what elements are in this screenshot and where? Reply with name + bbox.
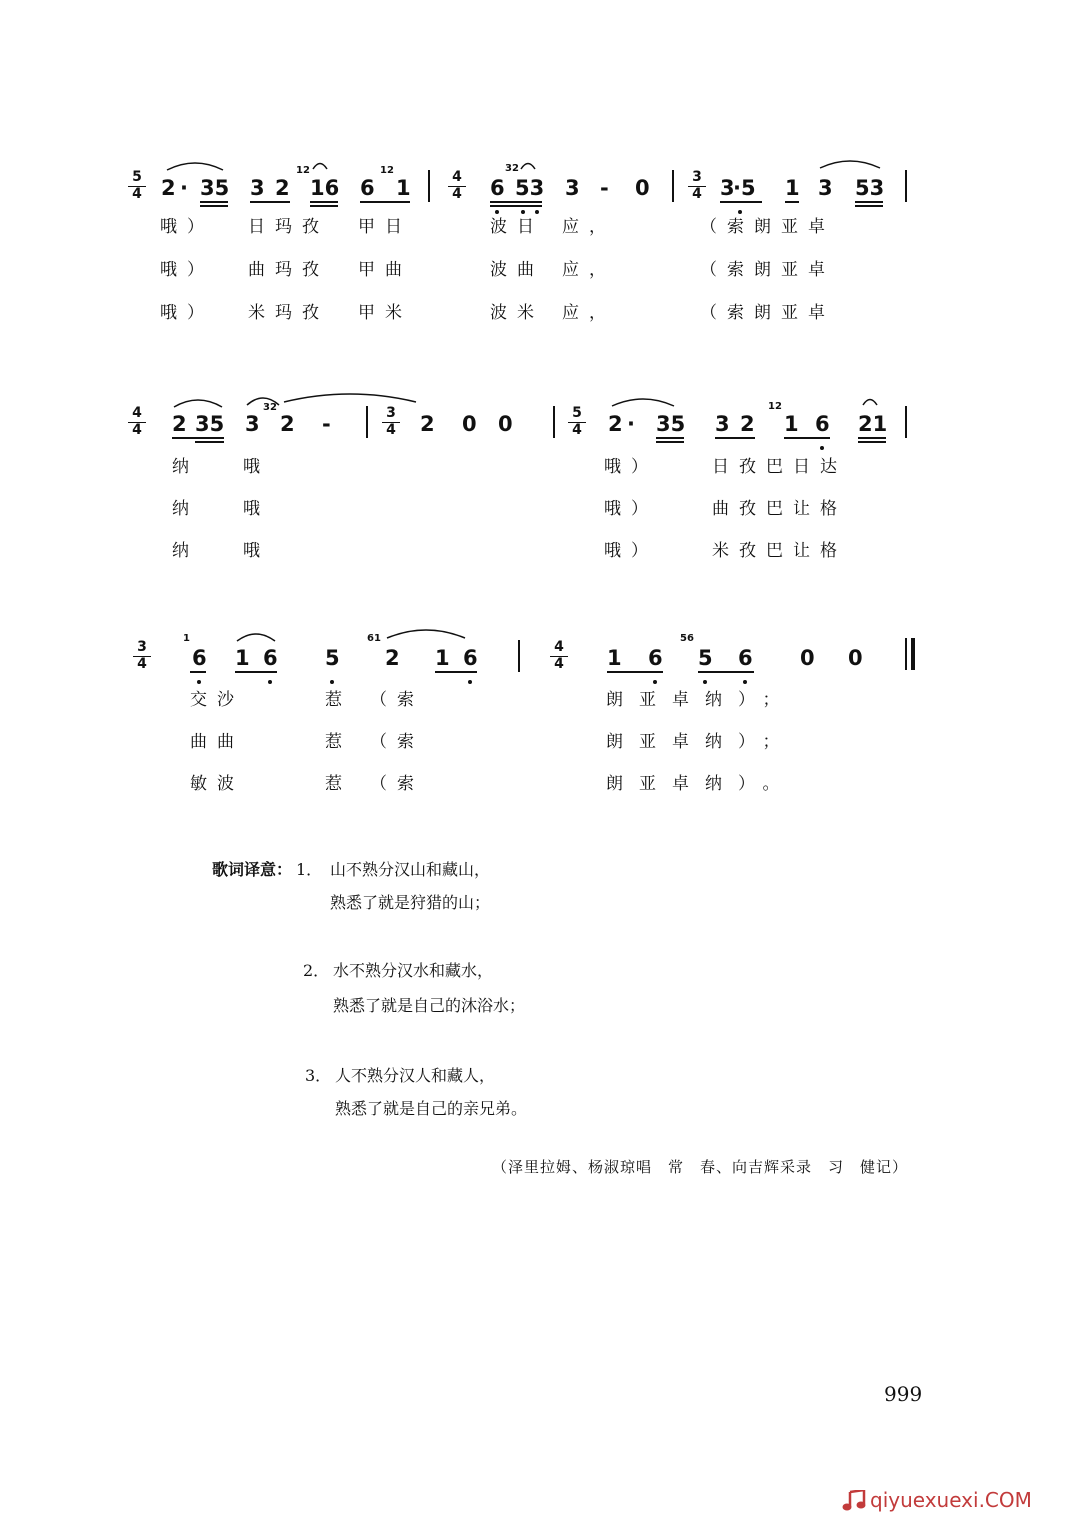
lyric: 哦） <box>604 541 658 561</box>
underline <box>785 201 799 203</box>
lyric: （索 <box>370 774 424 794</box>
translation-number: 2． <box>303 961 330 980</box>
lyric: 应， <box>562 260 616 280</box>
lyric: 哦） <box>604 499 658 519</box>
lyric: 敏波 <box>190 774 244 794</box>
note: 1 <box>607 646 622 670</box>
slur <box>172 393 224 409</box>
underline <box>698 671 754 673</box>
slur <box>282 386 418 404</box>
lyric: （索朗亚卓 <box>700 260 835 280</box>
rest: 0 <box>848 646 863 670</box>
translation-line: 熟悉了就是狩猎的山； <box>330 893 491 912</box>
slur <box>245 391 281 407</box>
rest: 0 <box>635 176 650 200</box>
translation-line: 熟悉了就是自己的沐浴水； <box>333 996 526 1015</box>
note: 53 <box>855 176 885 200</box>
note: 5 <box>698 646 713 670</box>
underline <box>607 671 663 673</box>
dash: - <box>322 412 331 436</box>
note: 6 <box>490 176 505 200</box>
low-octave-dot <box>653 680 657 684</box>
underline <box>200 201 228 203</box>
barline <box>428 170 430 202</box>
time-signature: 4 4 <box>550 640 568 672</box>
note: 1 <box>396 176 411 200</box>
note: 2 <box>385 646 400 670</box>
lyric: 惹 <box>325 732 352 752</box>
low-octave-dot <box>743 680 747 684</box>
lyric: 哦） <box>160 260 214 280</box>
rest: 0 <box>462 412 477 436</box>
barline <box>366 406 368 438</box>
note: 5 <box>325 646 340 670</box>
low-octave-dot <box>495 210 499 214</box>
note: 2 <box>420 412 435 436</box>
underline <box>435 671 477 673</box>
underline <box>490 201 542 203</box>
slur <box>165 156 225 172</box>
low-octave-dot <box>703 680 707 684</box>
lyric: 曲玛孜 <box>248 260 329 280</box>
lyric: 甲曲 <box>358 260 412 280</box>
lyric: 哦 <box>243 499 270 519</box>
grace-note: 32 <box>263 402 277 413</box>
lyric: 纳 <box>172 499 199 519</box>
underline <box>195 441 224 443</box>
underline <box>235 671 277 673</box>
lyric: 甲米 <box>358 303 412 323</box>
translation-label: 歌词译意： <box>212 860 293 879</box>
slur <box>385 622 467 640</box>
lyric: 惹 <box>325 690 352 710</box>
final-barline-thick <box>911 638 915 670</box>
note: 6 <box>360 176 375 200</box>
note: 6 <box>192 646 207 670</box>
underline <box>656 441 684 443</box>
underline <box>855 201 883 203</box>
watermark-text: qiyuexuexi.COM <box>870 1488 1032 1512</box>
lyric: 哦） <box>604 457 658 477</box>
underline <box>172 437 224 439</box>
low-octave-dot <box>468 680 472 684</box>
music-note-icon <box>842 1490 868 1512</box>
slur <box>312 160 328 170</box>
lyric: （索朗亚卓 <box>700 303 835 323</box>
low-octave-dot <box>535 210 539 214</box>
lyric: 哦） <box>160 217 214 237</box>
barline <box>518 640 520 672</box>
note: 1 <box>785 176 800 200</box>
note: 35 <box>656 412 686 436</box>
lyric: （索 <box>370 732 424 752</box>
dot-duration: · <box>627 412 635 436</box>
note: 6 <box>738 646 753 670</box>
lyric: 朗亚卓纳）。 <box>606 774 796 794</box>
grace-note: 56 <box>680 633 694 644</box>
note: 1 <box>435 646 450 670</box>
note: 35 <box>195 412 225 436</box>
slur <box>520 160 536 170</box>
grace-note: 61 <box>367 633 381 644</box>
translation-number: 3． <box>305 1066 332 1085</box>
note: 6 <box>463 646 478 670</box>
note: ·5 <box>733 176 756 200</box>
note: 3 <box>818 176 833 200</box>
lyric: 波日 <box>490 217 544 237</box>
performer-credit: （泽里拉姆、杨淑琼唱 常 春、向吉辉采录 习 健记） <box>492 1158 909 1176</box>
underline <box>656 437 684 439</box>
lyric: 惹 <box>325 774 352 794</box>
barline <box>905 170 907 202</box>
lyric: 米孜巴让格 <box>712 541 847 561</box>
lyric: 纳 <box>172 541 199 561</box>
slur <box>235 627 277 643</box>
low-octave-dot <box>738 210 742 214</box>
time-signature: 4 4 <box>448 170 466 202</box>
time-signature: 3 4 <box>133 640 151 672</box>
underline <box>858 441 886 443</box>
lyric: 应， <box>562 217 616 237</box>
lyric: 日玛孜 <box>248 217 329 237</box>
lyric: 曲孜巴让格 <box>712 499 847 519</box>
lyric: 哦） <box>160 303 214 323</box>
underline <box>200 205 228 207</box>
lyric: 应， <box>562 303 616 323</box>
lyric: 哦 <box>243 541 270 561</box>
underline <box>858 437 886 439</box>
low-octave-dot <box>820 446 824 450</box>
note: 2 <box>172 412 187 436</box>
underline <box>190 671 206 673</box>
note: 3 <box>250 176 265 200</box>
lyric: 朗亚卓纳）； <box>606 732 796 752</box>
time-signature: 3 4 <box>382 406 400 438</box>
note: 3 <box>565 176 580 200</box>
grace-note: 32 <box>505 163 519 174</box>
slur <box>862 396 878 406</box>
underline <box>360 201 410 203</box>
time-signature: 4 4 <box>128 406 146 438</box>
barline <box>905 406 907 438</box>
grace-note: 12 <box>768 401 782 412</box>
note: 21 <box>858 412 888 436</box>
translation-line: 山不熟分汉山和藏山， <box>330 860 491 879</box>
note: 3 <box>715 412 730 436</box>
lyric: 波曲 <box>490 260 544 280</box>
note: 6 <box>815 412 830 436</box>
lyric: 交沙 <box>190 690 244 710</box>
time-signature: 5 4 <box>128 170 146 202</box>
translation-number: 1． <box>296 860 323 879</box>
underline <box>490 205 542 207</box>
lyric: 曲曲 <box>190 732 244 752</box>
note: 6 <box>263 646 278 670</box>
grace-note: 12 <box>380 165 394 176</box>
lyric: （索 <box>370 690 424 710</box>
lyric: （索朗亚卓 <box>700 217 835 237</box>
note: 16 <box>310 176 340 200</box>
lyric: 米玛孜 <box>248 303 329 323</box>
note: 2 <box>275 176 290 200</box>
rest: 0 <box>800 646 815 670</box>
barline <box>672 170 674 202</box>
time-signature: 5 4 <box>568 406 586 438</box>
lyric: 甲日 <box>358 217 412 237</box>
translation-line: 水不熟分汉水和藏水， <box>333 961 494 980</box>
note: 35 <box>200 176 230 200</box>
note: 6 <box>648 646 663 670</box>
note: 1 <box>235 646 250 670</box>
lyric: 纳 <box>172 457 199 477</box>
low-octave-dot <box>197 680 201 684</box>
underline <box>715 437 755 439</box>
low-octave-dot <box>330 680 334 684</box>
note: 3 <box>720 176 735 200</box>
slur <box>818 154 882 170</box>
note: 2 <box>740 412 755 436</box>
note: 2 <box>161 176 176 200</box>
lyric: 波米 <box>490 303 544 323</box>
note: 53 <box>515 176 545 200</box>
translation-line: 熟悉了就是自己的亲兄弟。 <box>335 1099 528 1118</box>
grace-note: 12 <box>296 165 310 176</box>
underline <box>855 205 883 207</box>
time-signature: 3 4 <box>688 170 706 202</box>
note: 2 <box>280 412 295 436</box>
note: 1 <box>784 412 799 436</box>
rest: 0 <box>498 412 513 436</box>
low-octave-dot <box>268 680 272 684</box>
lyric: 日孜巴日达 <box>712 457 847 477</box>
slur <box>610 392 676 408</box>
dot-duration: · <box>180 176 188 200</box>
low-octave-dot <box>521 210 525 214</box>
page-number: 999 <box>884 1382 923 1406</box>
underline <box>310 201 338 203</box>
underline <box>720 201 762 203</box>
lyric: 哦 <box>243 457 270 477</box>
note: 3 <box>245 412 260 436</box>
grace-note: 1 <box>183 633 190 644</box>
translation-line: 人不熟分汉人和藏人， <box>335 1066 496 1085</box>
barline <box>553 406 555 438</box>
underline <box>250 201 290 203</box>
dash: - <box>600 176 609 200</box>
final-barline-thin <box>905 638 907 670</box>
lyric: 朗亚卓纳）； <box>606 690 796 710</box>
underline <box>310 205 338 207</box>
underline <box>784 437 830 439</box>
note: 2 <box>608 412 623 436</box>
